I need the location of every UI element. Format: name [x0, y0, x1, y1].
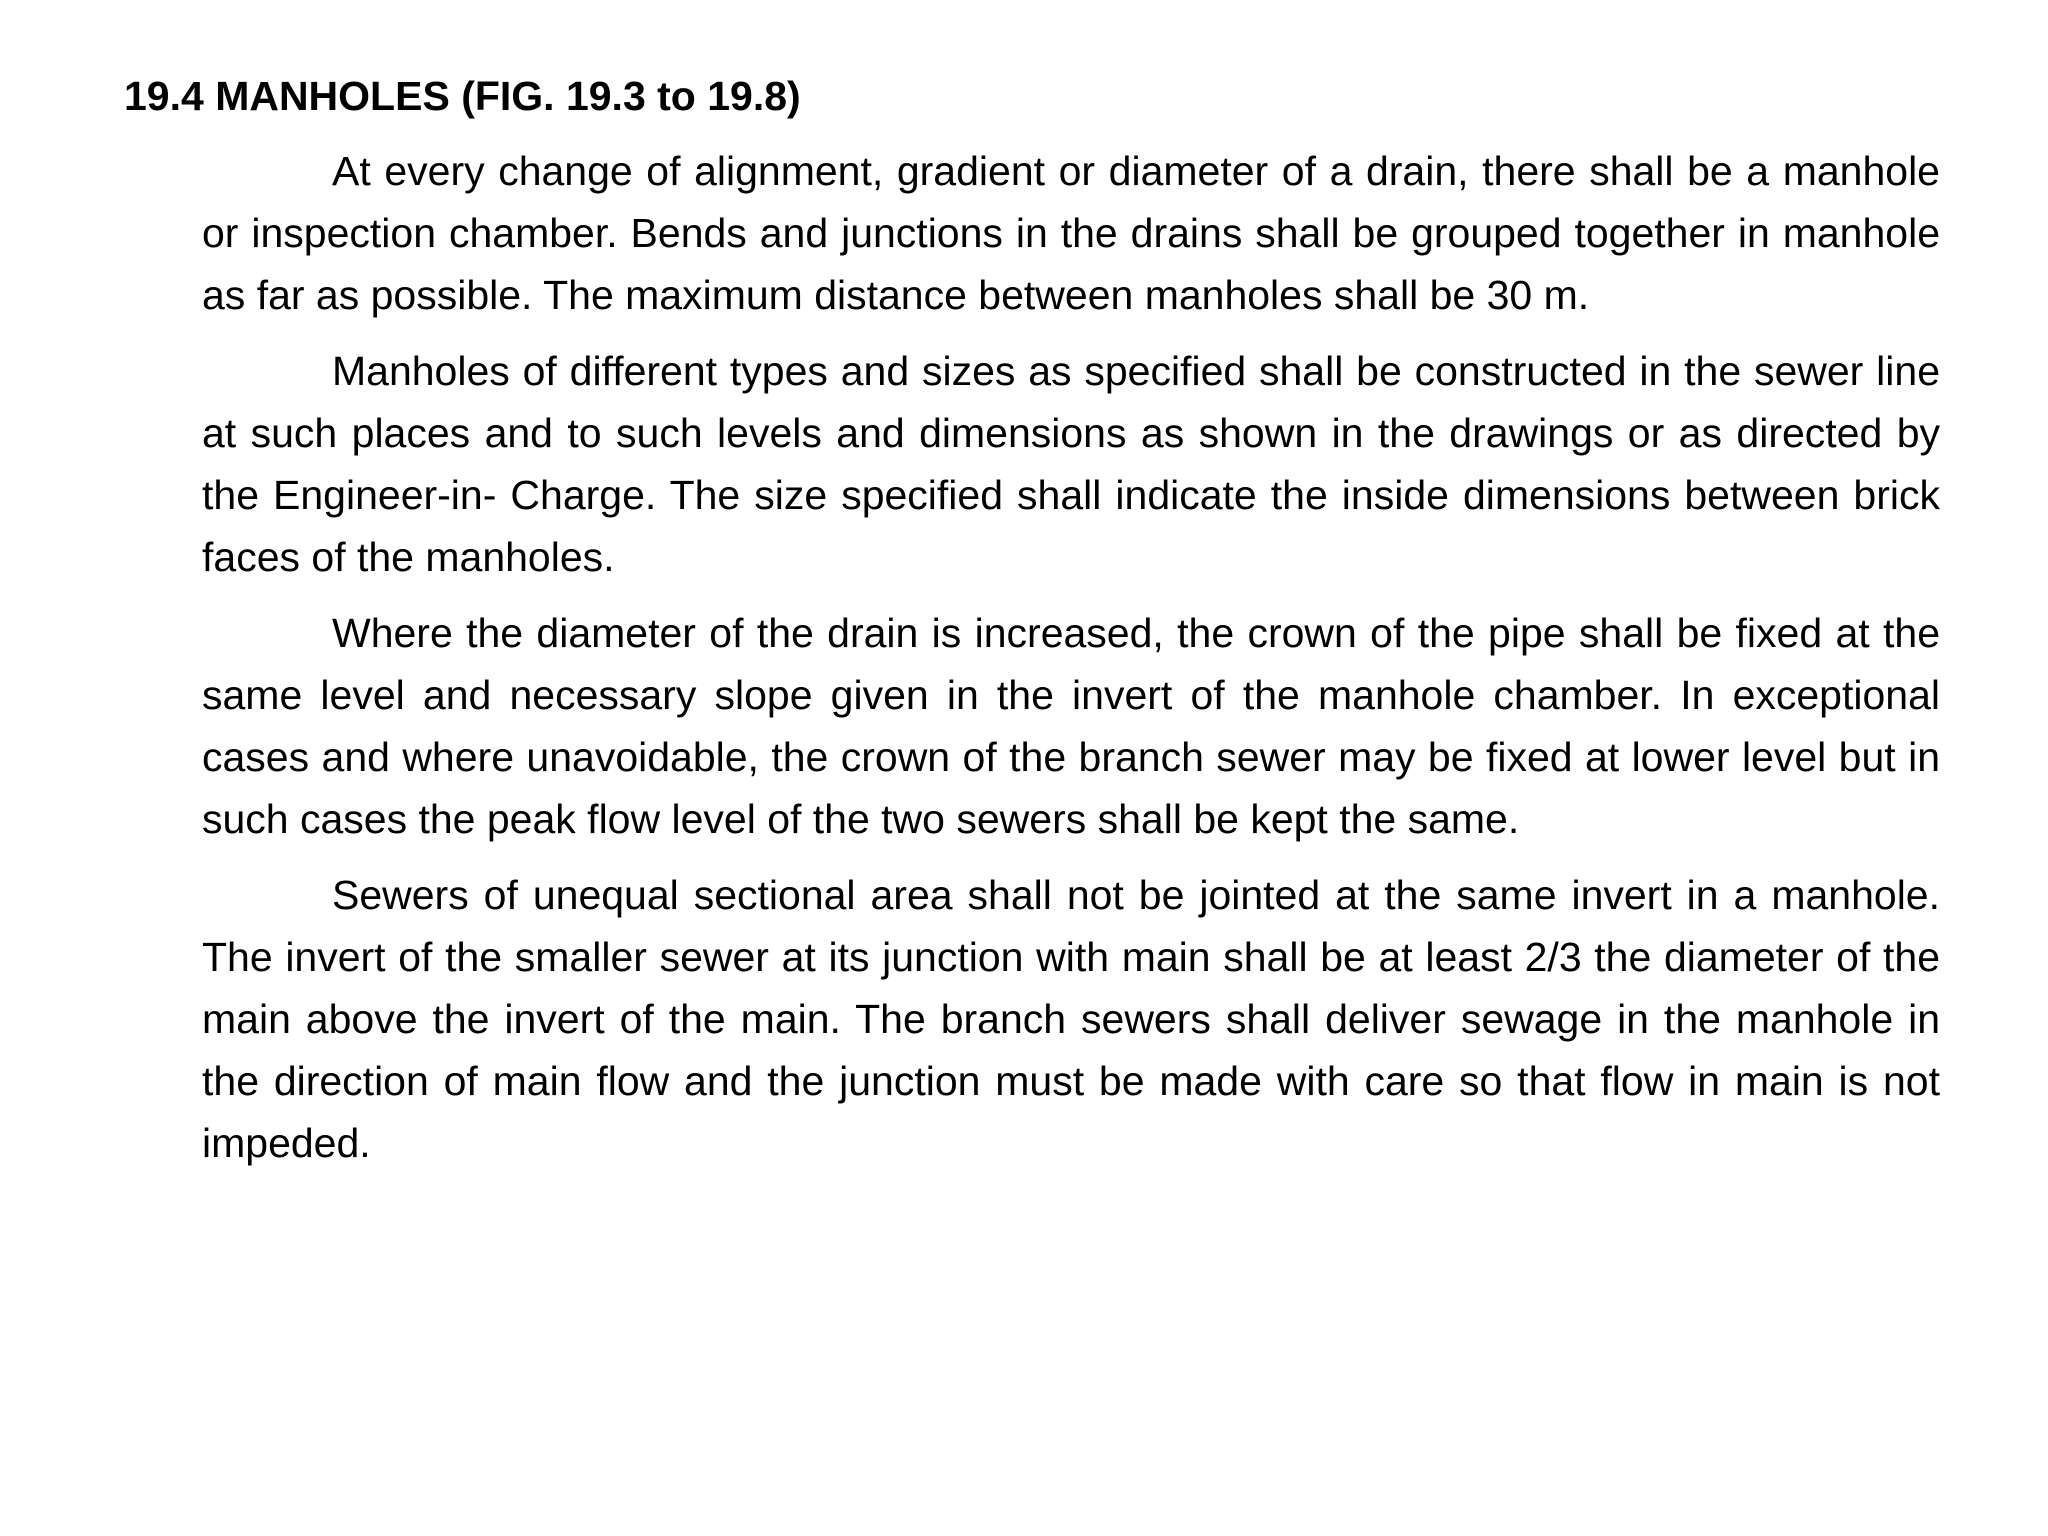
paragraph-unequal-sewers: Sewers of unequal sectional area shall not be jointed at the same invert in a manhole. The invert of the smaller sewer at its junction with main shall be at least 2/3 the diameter of the main above the invert of the main. The branch sewers shall deliver sewage in the manhole in the direction of main flow and the junction must be made with care so that flow in main is not impeded.: [202, 872, 1940, 1166]
paragraph-manhole-types: Manholes of different types and sizes as specified shall be constructed in the sewer line at such places and to such levels and dimensions as shown in the drawings or as directed by the Engineer-in- Charge. The size specified shall indicate the inside dimensions between brick faces of the manholes.: [202, 348, 1940, 580]
section-heading: 19.4 MANHOLES (FIG. 19.3 to 19.8): [124, 73, 801, 119]
paragraph-alignment-rules: At every change of alignment, gradient or diameter of a drain, there shall be a manhole or inspection chamber. Bends and junctions in the drains shall be grouped together in manhole as far as possible. The maximum distance between manholes shall be 30 m.: [202, 148, 1940, 318]
section-body: [202, 140, 1940, 1188]
paragraph-diameter-increase: Where the diameter of the drain is increased, the crown of the pipe shall be fixed at the same level and necessary slope given in the invert of the manhole chamber. In exceptional cases and where unavoidable, the crown of the branch sewer may be fixed at lower level but in such cases the peak flow level of the two sewers shall be kept the same.: [202, 610, 1940, 842]
